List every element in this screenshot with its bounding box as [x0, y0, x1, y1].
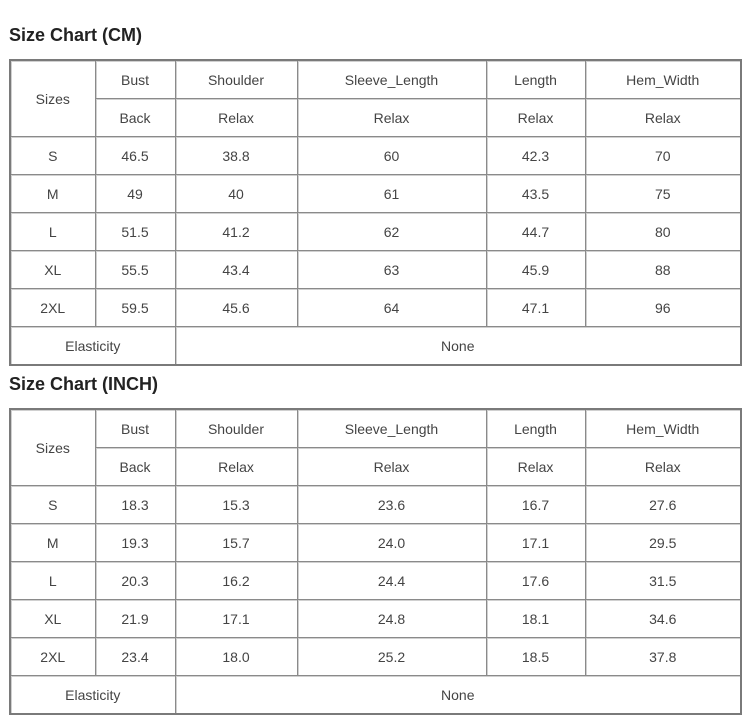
column-subheader: Relax: [486, 99, 585, 137]
size-label: XL: [10, 600, 95, 638]
elasticity-label: Elasticity: [10, 327, 175, 366]
elasticity-row: [10, 327, 741, 366]
column-header: Hem_Width: [585, 60, 741, 99]
subheader-row: [10, 99, 741, 137]
measurement-cell: 40: [175, 175, 297, 213]
measurement-cell: 37.8: [585, 638, 741, 676]
measurement-cell: 17.1: [175, 600, 297, 638]
measurement-cell: 43.4: [175, 251, 297, 289]
elasticity-label: Elasticity: [10, 676, 175, 715]
size-label: 2XL: [10, 289, 95, 327]
measurement-cell: 96: [585, 289, 741, 327]
measurement-cell: 27.6: [585, 486, 741, 524]
size-label: M: [10, 524, 95, 562]
elasticity-value: None: [175, 327, 741, 366]
measurement-cell: 18.3: [95, 486, 175, 524]
measurement-cell: 46.5: [95, 137, 175, 175]
measurement-cell: 49: [95, 175, 175, 213]
measurement-cell: 18.0: [175, 638, 297, 676]
measurement-cell: 88: [585, 251, 741, 289]
column-subheader: Relax: [297, 448, 486, 486]
measurement-cell: 17.1: [486, 524, 585, 562]
measurement-cell: 80: [585, 213, 741, 251]
table-row: [10, 562, 741, 600]
column-subheader: Relax: [486, 448, 585, 486]
sizes-header: Sizes: [10, 409, 95, 486]
measurement-cell: 24.0: [297, 524, 486, 562]
column-header: Sleeve_Length: [297, 60, 486, 99]
measurement-cell: 19.3: [95, 524, 175, 562]
measurement-cell: 18.1: [486, 600, 585, 638]
measurement-cell: 15.7: [175, 524, 297, 562]
measurement-cell: 31.5: [585, 562, 741, 600]
measurement-cell: 16.2: [175, 562, 297, 600]
measurement-cell: 70: [585, 137, 741, 175]
measurement-cell: 42.3: [486, 137, 585, 175]
measurement-cell: 20.3: [95, 562, 175, 600]
measurement-cell: 64: [297, 289, 486, 327]
header-row: [10, 60, 741, 99]
measurement-cell: 44.7: [486, 213, 585, 251]
header-row: [10, 409, 741, 448]
measurement-cell: 60: [297, 137, 486, 175]
measurement-cell: 24.8: [297, 600, 486, 638]
table-row: [10, 524, 741, 562]
size-chart-cm-title: Size Chart (CM): [9, 25, 143, 45]
measurement-cell: 29.5: [585, 524, 741, 562]
measurement-cell: 38.8: [175, 137, 297, 175]
column-header: Bust: [95, 60, 175, 99]
measurement-cell: 24.4: [297, 562, 486, 600]
size-label: L: [10, 213, 95, 251]
table-row: [10, 486, 741, 524]
column-subheader: Relax: [297, 99, 486, 137]
measurement-cell: 41.2: [175, 213, 297, 251]
sizes-header: Sizes: [10, 60, 95, 137]
table-row: [10, 638, 741, 676]
column-header: Hem_Width: [585, 409, 741, 448]
measurement-cell: 61: [297, 175, 486, 213]
column-subheader: Relax: [175, 99, 297, 137]
measurement-cell: 15.3: [175, 486, 297, 524]
column-header: Sleeve_Length: [297, 409, 486, 448]
size-chart-cm-table: [9, 59, 742, 366]
size-label: 2XL: [10, 638, 95, 676]
column-subheader: Relax: [585, 448, 741, 486]
size-label: S: [10, 137, 95, 175]
column-header: Length: [486, 409, 585, 448]
measurement-cell: 34.6: [585, 600, 741, 638]
measurement-cell: 55.5: [95, 251, 175, 289]
size-label: XL: [10, 251, 95, 289]
measurement-cell: 62: [297, 213, 486, 251]
elasticity-value: None: [175, 676, 741, 715]
column-subheader: Relax: [585, 99, 741, 137]
column-subheader: Back: [95, 99, 175, 137]
column-header: Length: [486, 60, 585, 99]
measurement-cell: 25.2: [297, 638, 486, 676]
measurement-cell: 45.6: [175, 289, 297, 327]
size-chart-inch-table: [9, 408, 742, 715]
measurement-cell: 43.5: [486, 175, 585, 213]
measurement-cell: 16.7: [486, 486, 585, 524]
size-label: M: [10, 175, 95, 213]
measurement-cell: 23.6: [297, 486, 486, 524]
measurement-cell: 45.9: [486, 251, 585, 289]
column-header: Shoulder: [175, 409, 297, 448]
table-row: [10, 175, 741, 213]
size-chart-inch-title: Size Chart (INCH): [9, 374, 159, 394]
column-header: Shoulder: [175, 60, 297, 99]
size-label: L: [10, 562, 95, 600]
column-subheader: Back: [95, 448, 175, 486]
measurement-cell: 47.1: [486, 289, 585, 327]
table-row: [10, 251, 741, 289]
measurement-cell: 59.5: [95, 289, 175, 327]
table-row: [10, 213, 741, 251]
measurement-cell: 21.9: [95, 600, 175, 638]
measurement-cell: 51.5: [95, 213, 175, 251]
table-row: [10, 289, 741, 327]
measurement-cell: 17.6: [486, 562, 585, 600]
measurement-cell: 63: [297, 251, 486, 289]
size-label: S: [10, 486, 95, 524]
table-row: [10, 600, 741, 638]
subheader-row: [10, 448, 741, 486]
measurement-cell: 75: [585, 175, 741, 213]
table-row: [10, 137, 741, 175]
column-header: Bust: [95, 409, 175, 448]
column-subheader: Relax: [175, 448, 297, 486]
measurement-cell: 18.5: [486, 638, 585, 676]
elasticity-row: [10, 676, 741, 715]
measurement-cell: 23.4: [95, 638, 175, 676]
